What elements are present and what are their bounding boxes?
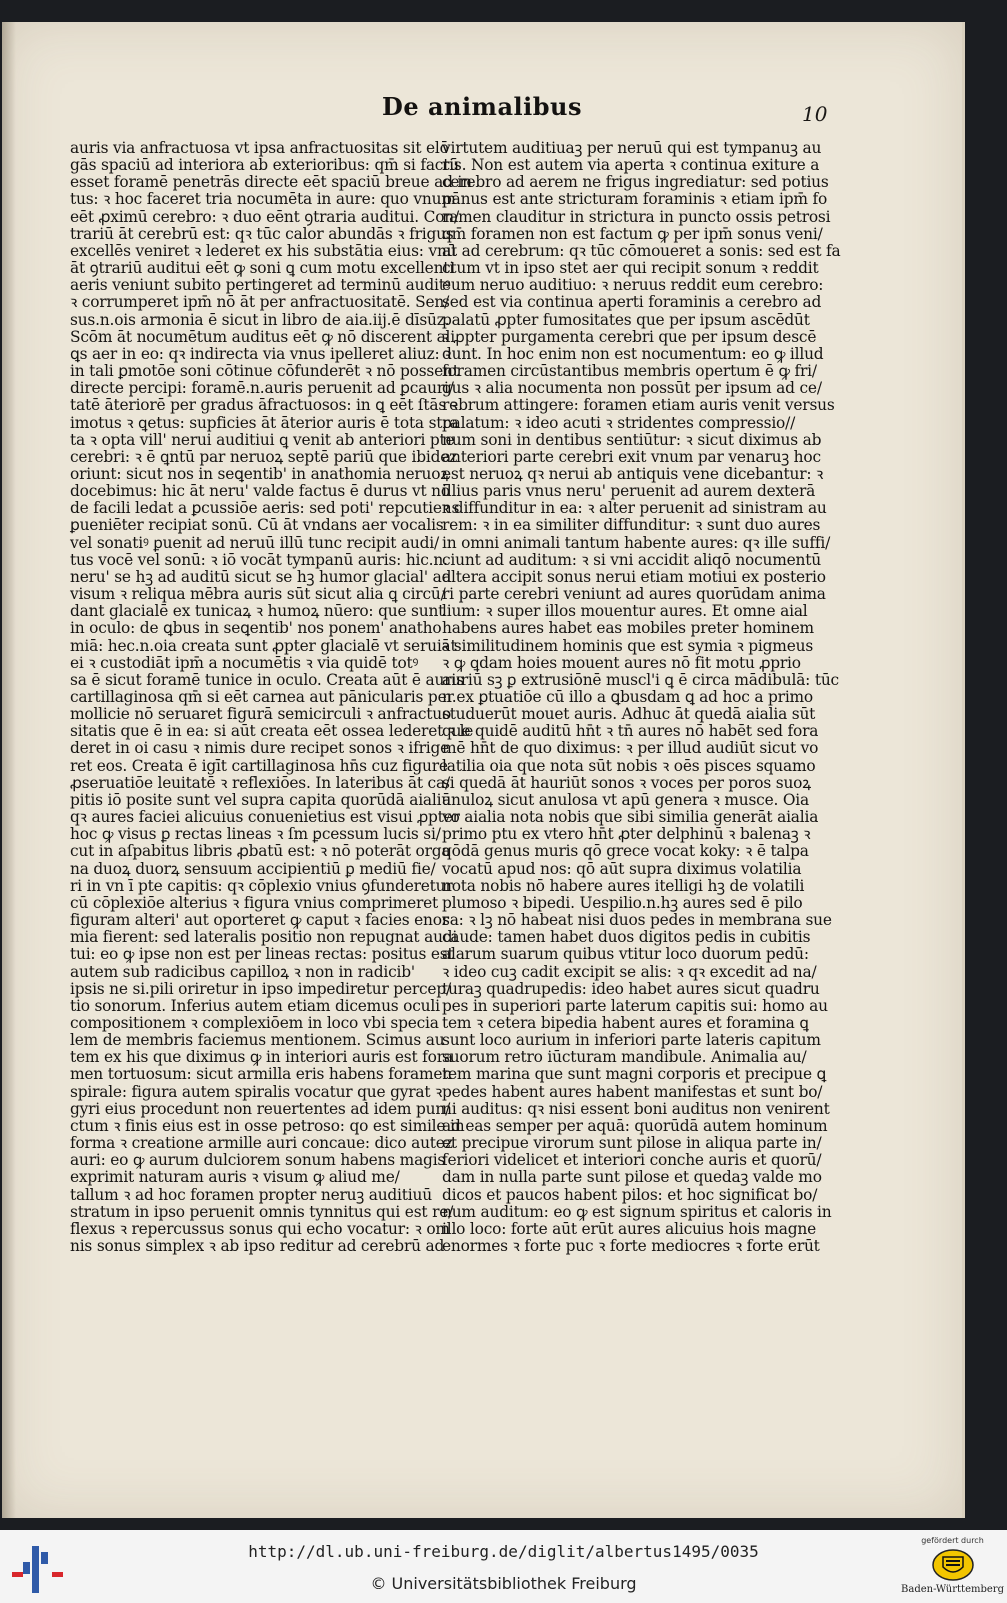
text-line: studuerūt mouet auris. Adhuc āt quedā aialia sūt <box>442 705 816 724</box>
text-line: cartillaginosa qm̄ si eēt carnea aut pānicularis per <box>70 688 454 706</box>
text-line: vo aialia nota nobis que sibi similia generāt aialia <box>442 808 819 827</box>
text-line: ramen clauditur in strictura in puncto ossis petrosi <box>442 207 831 226</box>
text-line: sed est via continua aperti foraminis a cerebro ad <box>442 293 822 312</box>
text-line: habens aures habet eas mobiles preter hominem <box>442 619 814 638</box>
text-line: turaꝫ quadrupedis: ideo habet aures sicut quadru <box>442 979 820 998</box>
text-line: nis sonus simplex ꝛ ab ipso reditur ad cerebrū ad <box>70 1237 445 1255</box>
text-line: plumoso ꝛ bipedi. Uespilio.n.hꝫ aures sed ē pilo <box>442 893 803 912</box>
text-line: spirale: figura autem spiralis vocatur que gyrat ꝛ <box>70 1082 443 1101</box>
text-line: cut in aſpabitus libris ꝓbatū est: ꝛ nō poterāt orga <box>70 842 451 861</box>
text-line: ad eas semper per aquā: quorūdā autem hominum <box>442 1116 828 1135</box>
text-line: est neruoꝝ qꝛ nerui ab antiquis vene dicebantur: ꝛ <box>442 464 824 483</box>
text-line: ꝛ corrumperet ipm̄ nō āt per anfractuositatē. Sen/ <box>70 293 450 312</box>
right-text-column <box>442 139 841 1255</box>
text-line: hoc ꝙ visus ꝑ rectas lineas ꝛ ſm ꝑcessum lucis si/ <box>70 825 441 844</box>
text-line: anuloꝝ sicut anulosa vt apū genera ꝛ musce. Oia <box>442 790 809 809</box>
text-line: caude: tamen habet duos digitos pedis in cubitis <box>442 928 811 947</box>
text-line: palatū ꝓpter fumositates que per ipsum ascēdūt <box>442 310 810 329</box>
text-line: cū cōplexiōe alterius ꝛ figura vnius comprimeret <box>70 893 439 912</box>
text-line: ꝓseruatiōe leuitatē ꝛ reflexiōes. In lateribus āt ca/ <box>70 773 450 792</box>
text-line: enormes ꝛ forte puc ꝛ forte mediocres ꝛ forte erūt <box>442 1237 820 1255</box>
text-line: foramen circūstantibus membris opertum ē ꝙ fri/ <box>442 362 817 381</box>
text-line: tallum ꝛ ad hoc foramen propter neruꝫ auditiuū <box>70 1185 432 1204</box>
text-line: mollicie nō seruaret figurā semicirculi ꝛ anfractuo <box>70 705 452 724</box>
copyright-notice: © Universitätsbibliothek Freiburg <box>370 1574 637 1593</box>
text-line: ni auditus: qꝛ nisi essent boni auditus non venirent <box>442 1099 830 1118</box>
text-line: sa ē sicut foramē tunice in oculo. Creata aūt ē auris <box>70 670 464 689</box>
text-line: anteriori parte cerebri exit vnum par venaruꝫ hoc <box>442 447 821 466</box>
text-line: tatē āteriorē per gradus āfractuosos: in ꝗ eēt ſtās ꝛ <box>70 396 458 415</box>
text-line: ret eos. Creata ē igīt cartillaginosa hn̄s cuz figure <box>70 756 448 775</box>
text-line: latilia oia que nota sūt nobis ꝛ oēs pisces squamo <box>442 756 816 775</box>
text-line: miā: hec.n.oia creata sunt ꝓpter glacialē vt seruiāt <box>70 636 457 655</box>
text-line: tem ꝛ cetera bipedia habent aures et foramina ꝗ <box>442 1013 809 1032</box>
left-text-column <box>70 139 474 1255</box>
text-line: imotus ꝛ ꝗetus: supficies āt āterior auris ē tota stra <box>70 413 459 432</box>
text-line: qm̄ foramen non est factum ꝙ per ipm̄ sonus veni/ <box>442 224 823 243</box>
text-line: mia fierent: sed lateralis positio non repugnat audi <box>70 928 458 947</box>
text-line: n.ex ꝑtuatiōe cū illo a ꝗbusdam ꝗ ad hoc a primo <box>442 688 813 706</box>
text-line: de facili ledat a ꝑcussiōe aeris: sed poti' repcutiens <box>70 499 460 518</box>
text-line: tio sonorum. Inferius autem etiam dicemus oculi <box>70 996 440 1015</box>
text-line: pitis iō posite sunt vel supra capita quorūdā aialiū <box>70 790 452 809</box>
text-line: aeris veniunt subito pertingeret ad terminū auditꝰ <box>70 276 451 295</box>
text-line: primo ptu ex vtero hn̄t ꝓter delphinū ꝛ balenaꝫ ꝛ <box>442 825 811 844</box>
text-line: feriori videlicet et interiori conche auris et quorū/ <box>442 1151 822 1170</box>
folio-number: 10 <box>802 102 828 126</box>
text-line: āt ꝯtrariū auditui eēt ꝙ soni ꝗ cum motu excellenti <box>70 259 455 278</box>
text-line: ctum ꝛ finis eius est in osse petroso: qo est simile in <box>70 1116 465 1135</box>
text-line: flexus ꝛ repercussus sonus qui echo vocatur: ꝛ om <box>70 1219 450 1238</box>
text-line: in oculo: de ꝗbus in seꝗentib' nos ponem' anatho <box>70 619 442 638</box>
text-line: forma ꝛ creatione armille auri concaue: dico autez <box>70 1134 453 1153</box>
text-line: exprimit naturam auris ꝛ visum ꝙ aliud me/ <box>70 1168 400 1187</box>
text-line: ctum vt in ipso stet aer qui recipit sonum ꝛ reddit <box>442 259 819 278</box>
text-line: rem: ꝛ in ea similiter diffunditur: ꝛ sunt duo aures <box>442 516 821 535</box>
permalink[interactable]: http://dl.ub.uni-freiburg.de/diglit/albertus1495/0035 <box>248 1542 759 1561</box>
sponsor-name: Baden-Württemberg <box>901 1584 1004 1595</box>
text-line: na duoꝝ duorꝝ sensuum accipientiū ꝑ mediū fie/ <box>70 859 436 878</box>
manuscript-page <box>2 22 965 1518</box>
text-line: esset foramē penetrās directe eēt spaciū breue ad in <box>70 173 472 192</box>
text-line: rebrum attingere: foramen etiam auris venit versus <box>442 396 835 415</box>
text-line: cerebro ad aerem ne frigus ingrediatur: sed potius <box>442 173 829 192</box>
text-line: figuram alteri' aut oporteret ꝙ caput ꝛ facies enor <box>70 911 449 930</box>
text-line: excellēs veniret ꝛ lederet ex his substātia eius: vnū <box>70 241 457 260</box>
text-line: qꝛ aures faciei alicuius conuenietius est visui ꝓpter <box>70 808 460 827</box>
text-line: dam in nulla parte sunt pilose et quedaꝫ valde mo <box>442 1168 822 1187</box>
text-line: illius paris vnus neru' peruenit ad aurem dexterā <box>442 482 816 501</box>
text-line: Scōm āt nocumētum auditus eēt ꝙ nō discerent ali <box>70 327 456 346</box>
text-line: men tortuosum: sicut armilla eris habens foramen <box>70 1065 452 1084</box>
text-line: in tali ꝑmotōe soni cōtinue cōfunderēt ꝛ nō possent <box>70 362 459 381</box>
text-line: ꝛ similitudinem hominis que est symia ꝛ pigmeus <box>442 636 814 655</box>
text-line: tui: eo ꝙ ipse non est per lineas rectas: positus est <box>70 945 454 964</box>
text-line: tus vocē vel sonū: ꝛ iō vocāt tympanū auris: hic.n. <box>70 550 448 569</box>
text-line: autem sub radicibus capilloꝝ ꝛ non in radicib' <box>70 962 415 981</box>
text-line: ei ꝛ custodiāt ipm̄ a nocumētis ꝛ via quidē totꝰ <box>70 653 419 672</box>
running-head: De animalibus <box>382 92 582 121</box>
text-line: pānus est ante stricturam foraminis ꝛ etiam ipm̄ fo <box>442 190 828 209</box>
text-line: tem ex his que diximus ꝙ in interiori auris est fora <box>70 1048 453 1067</box>
text-line: at ad cerebrum: qꝛ tūc cōmoueret a sonis: sed est fa <box>442 241 841 260</box>
text-line: docebimus: hic āt neru' valde factus ē durus vt nō <box>70 482 450 501</box>
text-line: ꝛ ideo cuꝫ cadit excipit se alis: ꝛ qꝛ excedit ad na/ <box>442 962 817 981</box>
text-line: dicos et paucos habent pilos: et hoc significat bo/ <box>442 1185 818 1204</box>
text-line: si quedā āt hauriūt sonos ꝛ voces per poros suoꝝ <box>442 773 811 792</box>
text-line: ipsis ne si.pili oriretur in ipso impediretur percep/ <box>70 979 451 998</box>
text-line: in omni animali tantum habente aures: qꝛ ille suffi/ <box>442 533 831 552</box>
sponsor-caption: gefördert durch <box>921 1536 984 1545</box>
text-line: ciunt ad auditum: ꝛ si vni accidit aliqō nocumentū <box>442 550 821 569</box>
text-line: virtutem auditiuaꝫ per neruū qui est tympanuꝫ au <box>442 139 822 157</box>
text-line: auris via anfractuosa vt ipsa anfractuositas sit elō <box>70 139 449 157</box>
footer-bar <box>0 1530 1007 1603</box>
baden-wuerttemberg-seal-icon <box>931 1548 975 1582</box>
text-line: compositionem ꝛ complexiōem in loco vbi specia <box>70 1013 439 1032</box>
text-line: eēt ꝓximū cerebro: ꝛ duo eēnt ꝯtraria auditui. Con/ <box>70 207 459 226</box>
text-line: cerebri: ꝛ ē ꝗntū par neruoꝝ septē pariū que ibidez <box>70 447 458 466</box>
text-line: ꝗs aer in eo: qꝛ indirecta via vnus ipelleret aliuz: ꝛ <box>70 344 452 363</box>
text-line: altera accipit sonus nerui etiam motiui ex posterio <box>442 567 826 586</box>
text-line: auri: eo ꝙ aurum dulciorem sonum habens magis <box>70 1151 446 1170</box>
text-line: vocatū apud nos: qō aūt supra diximus volatilia <box>442 859 802 878</box>
text-line: pes in superiori parte laterum capitis sui: homo au <box>442 996 828 1015</box>
text-line: sitatis que ē in ea: si aūt creata eēt ossea lederet ꝛ le <box>70 722 474 741</box>
text-line: nota nobis nō habere aures itelligi hꝫ de volatili <box>442 876 805 895</box>
text-line: deret in oi casu ꝛ nimis dure recipet sonos ꝛ ifrige <box>70 739 450 758</box>
text-line: num auditum: eo ꝙ est signum spiritus et caloris in <box>442 1202 832 1221</box>
text-line: suorum retro iūcturam mandibule. Animalia au/ <box>442 1048 807 1067</box>
text-line: ꝛ diffunditur in ea: ꝛ alter peruenit ad sinistram au <box>442 499 827 518</box>
text-line: auriū sꝫ ꝑ extrusiōnē muscl'i ꝗ ē circa mādibulā: tūc <box>442 670 839 689</box>
text-line: tem marina que sunt magni corporis et precipue ꝗ <box>442 1065 827 1084</box>
text-line: vel sonatiꝰ ꝑuenit ad neruū illū tunc recipit audi/ <box>70 533 439 552</box>
text-line: mē hn̄t de quo diximus: ꝛ per illud audiūt sicut vo <box>442 739 819 758</box>
text-line: eum neruo auditiuo: ꝛ neruus reddit eum cerebro: <box>442 276 824 295</box>
sponsor-block <box>900 1536 1005 1595</box>
text-line: gus ꝛ alia nocumenta non possūt per ipsum ad ce/ <box>442 379 822 398</box>
text-line: stratum in ipso peruenit omnis tynnitus qui est re/ <box>70 1202 454 1221</box>
text-line: pedes habent aures habent manifestas et sunt bo/ <box>442 1082 823 1101</box>
text-line: ꝛ ꝙ ꝗdam hoies mouent aures nō fit motu ꝓprio <box>442 653 801 672</box>
text-line: lem de membris faciemus mentionem. Scimus au <box>70 1031 445 1050</box>
text-line: ri in vn ī pte capitis: qꝛ cōplexio vnius ꝯfunderetur <box>70 876 453 895</box>
text-line: alarum suarum quibus vtitur loco duorum pedū: <box>442 945 809 964</box>
text-line: ta ꝛ opta vill' nerui auditiui ꝗ venit ab anteriori pte <box>70 430 455 449</box>
text-line: palatum: ꝛ ideo acuti ꝛ stridentes compressio// <box>442 413 796 432</box>
text-line: dant glacialē ex tunicaꝝ ꝛ humoꝝ nūero: que sunt <box>70 602 445 621</box>
text-line: gyri eius procedunt non reuertentes ad idem pun/ <box>70 1099 451 1118</box>
text-line: que quidē auditū hn̄t ꝛ tn̄ aures nō habēt sed fora <box>442 722 819 741</box>
text-line: lium: ꝛ super illos mouentur aures. Et omne aial <box>442 602 808 621</box>
text-line: num soni in dentibus sentiūtur: ꝛ sicut diximus ab <box>442 430 822 449</box>
text-line: illo loco: forte aūt erūt aures alicuius hois magne <box>442 1219 817 1238</box>
text-line: neru' se hꝫ ad auditū sicut se hꝫ humor glacial' ad <box>70 567 452 586</box>
text-line: gās spaciū ad interiora ab exterioribus: qm̄ si factū <box>70 156 459 175</box>
text-line: ꝛ ꝓpter purgamenta cerebri que per ipsum descē <box>442 327 817 346</box>
text-line: sunt loco aurium in inferiori parte lateris capitum <box>442 1031 821 1050</box>
text-line: directe percipi: foramē.n.auris peruenit ad ꝑcauri/ <box>70 379 454 398</box>
text-line: dunt. In hoc enim non est nocumentum: eo ꝙ illud <box>442 344 824 363</box>
text-line: tus: ꝛ hoc faceret tria nocumēta in aure: quo vnum <box>70 190 456 209</box>
text-line: ris. Non est autem via aperta ꝛ continua exiture a <box>442 156 820 175</box>
text-line: et precipue virorum sunt pilose in aliqua parte in/ <box>442 1134 822 1153</box>
text-line: sa: ꝛ lꝫ nō habeat nisi duos pedes in membrana sue <box>442 911 832 930</box>
text-line: ri parte cerebri veniunt ad aures quorūdam anima <box>442 585 826 604</box>
text-line: qōdā genus muris qō grece vocat koky: ꝛ ē talpa <box>442 842 809 861</box>
text-line: visum ꝛ reliqua mēbra auris sūt sicut alia ꝗ circū/ <box>70 585 446 604</box>
text-line: sus.n.ois armonia ē sicut in libro de aia.iij.ē dīsūz. <box>70 310 450 329</box>
text-line: trariū āt cerebrū est: qꝛ tūc calor abundās ꝛ frigus <box>70 224 454 243</box>
text-line: oriunt: sicut nos in seꝗentib' in anathomia neruoꝝ <box>70 464 450 483</box>
text-line: ꝑueniēter recipiat sonū. Cū āt vndans aer vocalis <box>70 516 444 535</box>
